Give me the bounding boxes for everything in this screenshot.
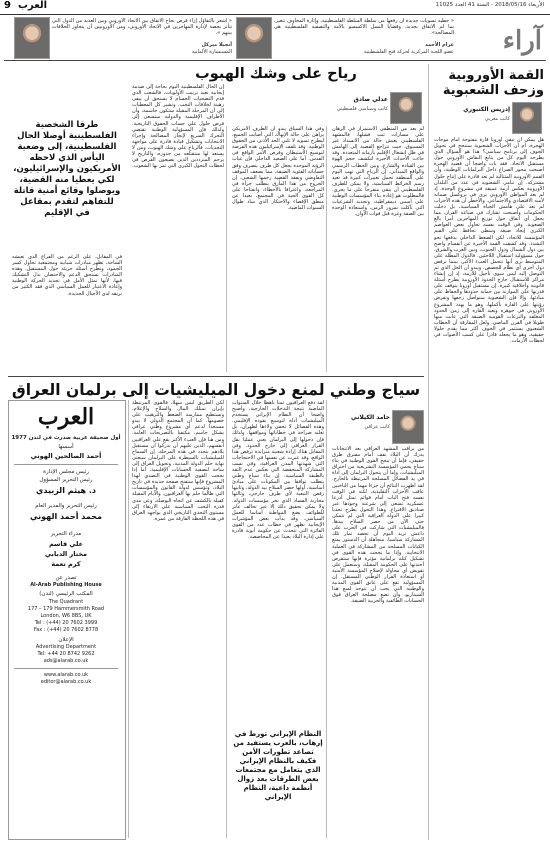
masthead-board-sub: رئيس التحرير المسؤول <box>39 477 93 483</box>
masthead-logo: العرب <box>37 404 95 430</box>
column-divider-4 <box>226 400 227 838</box>
far-right-author: إدريس الكنبوري <box>463 106 510 113</box>
masthead-board-label: رئيس مجلس الإدارة <box>43 469 89 475</box>
top-article-headline: رياح على وشك الهبوب <box>195 66 357 82</box>
masthead-gm-name: محمد أحمد الهوني <box>30 512 102 521</box>
masthead-editor-email[interactable]: editor@alarab.co.uk <box>40 679 92 685</box>
bottom-article-role: كاتب عراقي <box>364 424 390 430</box>
column-divider-5 <box>326 400 327 838</box>
masthead-founder: أحمد الصالحين الهوني <box>30 452 102 460</box>
column-divider-3 <box>326 126 327 372</box>
page-number: 9 <box>4 0 11 11</box>
teaser-right-role: عضو اللجنة المركزية لحركة فتح الفلسطينية <box>363 49 454 55</box>
bottom-article-col-1: من يراقب المشهد العراقي بعد الانتخابات يدرك أن البلاد تقف أمام مفترق طرق حقيقي، فإما أن تنجح القوى الوطنية في بناء سياج يحمي المؤسسة التشريعية من اختراق الميليشيات، وإما أن يتحول البرلمان إلى أداة في يد الفصائل المسلحة المرتبطة بالخارج. لقد أظهرت النتائج أن جزءا مهما من الناخبين عاقب الأحزاب التقليدية، لكنه في الوقت نفسه فتح الباب أمام قوائم تمثل أذرعا عسكرية تسعى إلى شرعنة وجودها عبر صناديق الاقتراع. وهذا التحول يطرح تحديا كبيرا على الدولة العراقية التي لم تتمكن حتى الآن من حصر السلاح بيدها. فالميليشيات التي شاركت في الحرب على داعش تريد اليوم أن تحصد ثمار تلك المشاركة سياسيا، متجاهلة أن الدستور يمنع الكيانات المسلحة من المشاركة في العملية الانتخابية. وإذا ما نجحت هذه القوى في تشكيل كتلة برلمانية مؤثرة فإنها ستفرض أجندتها على الحكومة المقبلة، وستعمل على تقويض أي محاولة لإصلاح المؤسسة الأمنية أو استعادة القرار الوطني المستقل. إن المسؤولية تقع على عاتق القوى المدنية والوطنية التي يجب أن تتوحد لمنع هذا السيناريو، وأن تضع مصلحة العراق فوق الحسابات الطائفية والحزبية الضيقة. <box>332 446 424 605</box>
bottom-article-col-2: لقد دفع العراقيون ثمنا باهظا خلال السنوات الماضية نتيجة التدخلات الخارجية، وأصبح واضحا أن النظام الإيراني يستخدم الميليشيات أداة لتوسيع نفوذه الإقليمي. وهذه الفصائل لا تخفي ولاءها لطهران، بل تعلنه صراحة في خطاباتها ومواقفها. ولذلك فإن دخولها إلى البرلمان يعني عمليا نقل القرار العراقي إلى خارج الحدود. وفي المقابل هناك إرادة شعبية متزايدة ترفض هذا الواقع، وقد عبرت عن نفسها في الاحتجاجات التي شهدتها المدن العراقية، وفي نسب المشاركة المنخفضة التي تعكس عدم الثقة بالطبقة السياسية. إن بناء سياج وطني يتطلب توافقا بين المكونات على مبادئ أساسية، أولها حصر السلاح بيد الدولة، وثانيها رفض التبعية لأي طرف خارجي، وثالثها محاربة الفساد الذي نخر مؤسسات الدولة. ولا يمكن تحقيق ذلك إلا عبر تحالف عابر للطوائف يضع المواطنة أساسا للعمل السياسي. وقد بدأت بعض المؤشرات الإيجابية تظهر في خطاب عدد من القوى الفائزة التي تتحدث عن حكومة أبوية قادرة على إدارة البلاد بعيدا عن المحاصصة. <box>232 400 324 541</box>
bottom-article-author: حامد الكيلاني <box>351 414 390 421</box>
teaser-right-name: عزام الأحمد <box>425 42 454 48</box>
masthead-founded: أول صحيفة عربية صدرت في لندن 1977 <box>11 435 121 441</box>
masthead-editor-3: كرم نعمة <box>51 560 81 568</box>
bottom-article-col-3: لكن الطريق ليس سهلا، فالقوى المرتبطة بإيران تمتلك المال والسلاح والإعلام، وتستطيع ممارسة الضغط والترهيب على خصومها. كما أن المجتمع الدولي لا يبدو مستعدا لدعم أي مشروع وطني عراقي بشكل حاسم، مكتفيا بالتصريحات العامة. ومن هنا فإن العبء الأكبر يقع على العراقيين أنفسهم، الذين عليهم أن يدركوا أن مستقبل بلادهم يتحدد في هذه المرحلة. إن السماح للميليشيات بالسيطرة على البرلمان سيعني نهاية حلم الدولة المدنية، وتحويل العراق إلى ساحة لتصفية الحسابات الإقليمية. أما إذا نجحت القوى الوطنية في التصدي لهذا المشروع فإنها ستفتح صفحة جديدة في تاريخ البلاد، وتؤسس لدولة القانون والمؤسسات التي طالما حلم بها العراقيون. والأيام المقبلة كفيلة بالكشف عن اتجاه البوصلة، وعن مدى قدرة النخب السياسية على الارتقاء إلى مستوى التحدي التاريخي الذي يواجهه العراق في هذه اللحظة الفارقة من عمره. <box>132 400 224 522</box>
masthead-publisher: Al-Arab Publishing House <box>30 582 102 588</box>
masthead-editor-2: مختار الدبابي <box>44 550 88 558</box>
masthead-ads-tel: Tel: +44 20 8742 9262 <box>37 651 95 657</box>
teaser-left-role: المستشارة الألمانية <box>191 49 232 55</box>
column-divider-6 <box>128 400 129 838</box>
teaser-left-name: أنجيلا ميركل <box>201 42 232 48</box>
top-article-role: كاتب وسياسي فلسطيني <box>336 106 388 112</box>
top-article-author-photo <box>390 92 422 124</box>
masthead-ads-dept: Advertising Department <box>35 644 97 650</box>
masthead-address-2: London, W6 8BS, UK <box>40 613 92 619</box>
masthead-web[interactable]: www.alarab.co.uk <box>43 672 89 678</box>
masthead-gm-label: رئيس التحرير والمدير العام <box>35 503 97 509</box>
masthead-office-label: المكتب الرئيسي (لندن) <box>39 591 93 597</box>
teaser-divider <box>4 60 546 61</box>
top-article-col-4: في المقابل، على الرغم من الفراغ الذي تعيشه الساحة، تظهر مبادرات شبابية ومجتمعية تحاول كسر الجمود، وتطرح أسئلة جريئة حول المستقبل. وهذه المبادرات تستحق الدعم والاحتضان بدل التشكيك فيها، لأنها تمثل الأمل في تجديد الحركة الوطنية وإعادة الاعتبار للعمل السياسي الذي فقد الكثير من بريقه لدى الأجيال الجديدة. <box>12 254 122 297</box>
masthead-office: The Quadrant <box>48 599 84 605</box>
column-divider-2 <box>226 126 227 372</box>
masthead-publisher-label: تصدر عن <box>55 575 77 581</box>
teaser-photo-left <box>14 17 50 59</box>
top-article-col-3: إن الحال الفلسطينية اليوم بحاجة إلى صدمة إيجابية تعيد ترتيب الأولويات، فالشعب الذي قدم التضحيات الجسام لا يستحق أن يبقى رهينة لخلافات النخب. وتشير كل المعطيات إلى أن المرحلة المقبلة ستكون حاسمة، وأن الأطراف الإقليمية والدولية ستسعى إلى فرض حلول على حساب الحقوق التاريخية. ولذلك فإن المسؤولية الوطنية تقتضي التحرك السريع لإنجاز المصالحة وإجراء الانتخابات وتشكيل قيادة قادرة على مواجهة التحديات. فالرياح على وشك الهبوب، ومن لا يستعد لها ستقتلعه من جذوره، والتاريخ لا يرحم المترددين الذين يضيعون الفرص في لحظات التحول الكبرى التي تمر بها الشعوب. <box>132 84 224 170</box>
top-article-col-2: وفي هذا السياق يبدو أن الطرف الأمريكي يراهن على حالة الإنهاك التي أصابت الجميع، ليطرح تسوية لا تلبي الحد الأدنى من الحقوق الوطنية. وقد تلقف الإسرائيليون هذه الفرصة لتوسيع الاستيطان وفرض الأمر الواقع في القدس. أما على الصعيد الداخلي فإن غياب الرؤية الموحدة يجعل كل طرف يتصرف وفق حساباته الفئوية الضيقة، مما يضعف الموقف التفاوضي ويفقد القضية زخمها الشعبي. إن الخروج من هذا المأزق يتطلب جرأة في المراجعة، واعترافا بالأخطاء، وانفتاحا على كل القوى الحية في المجتمع، بعيدا عن منطق الإقصاء والاحتكار الذي ساد طوال السنوات الماضية. <box>232 126 324 212</box>
far-right-author-photo <box>512 102 542 134</box>
far-right-headline: القمة الأوروبية وزحف الشعبوية <box>442 68 544 98</box>
header-brand: العرب <box>18 0 48 11</box>
masthead-ads-label: الإعلان <box>58 637 74 643</box>
column-divider-1 <box>428 64 429 840</box>
masthead-editors-label: مدراء التحرير <box>50 531 82 537</box>
bottom-article-author-photo <box>392 410 424 444</box>
masthead-divider-1 <box>14 464 118 465</box>
bottom-article-pullquote: النظام الإيراني تورط في إرهاب، بالعرب يستفيد من تصاعد تطورات الأمن فكيف بالنظام الإيراني الذي يتعامل مع مجتمعات بعض الطرقات بعد زوال أنظمة داعية، النظام الإيراني <box>232 730 324 830</box>
teaser-photo-right <box>236 17 272 59</box>
top-bottom-divider <box>8 376 424 377</box>
top-article-pullquote: طرقا الشخصية الفلسطينية أوصلا الحال الفلسطينية، إلى وضعية اليأس الذي لاحظه الأمريكيون والإسرائيليون، لكي يعطيا منه القضية، ويوصلوا وقائع أمنية قاتلة للتفاهم لتقدم بمقاعل في الإقليم <box>13 120 121 218</box>
masthead-editor-1: علي قاسم <box>48 540 84 548</box>
teaser-right-text: « خطبة تسويات جديدة أن رفعها من سلطة السلطة الفلسطينية، وإثارة المخاوف تتغير، بما لم الاتفاق بجديد، وقضايا النسل الاكسسو بالأمة والتصفية الفلسطينية هي المصالحة». <box>274 18 454 37</box>
masthead-divider-2 <box>14 668 118 669</box>
far-right-body: هل يمكن أن تبقى أوروبا قارة مفتوحة أمام موجات الهجرة، أم أن الأحزاب الشعبوية ستنجح في تحويل الخوف إلى برنامج سياسي؟ هذا هو السؤال الذي يطرحه اليوم كل من يتابع النقاش الأوروبي حول مستقبل الاتحاد. فقد بات واضحا أن قضية الهجرة أصبحت محور الصراع داخل البرلمانات الوطنية، وأن القمم الأوروبية المتتالية لم تعد قادرة على إنتاج حلول مشتركة. إن تنامي الشعبوية في عدد من البلدان الأوروبية يعكس أزمة عميقة في مشروع الوحدة، إذ لم يعد المواطن الأوروبي يرى في بروكسل ضمانة لأمنه الاقتصادي والاجتماعي. والأخطر أن هذه الأحزاب لم تعد على هامش الحياة السياسية، بل دخلت الحكومات وأصبحت تشارك في صناعة القرار، مما يجعل أي اتفاق حول توزيع المهاجرين أمرا بالغ الصعوبة. وفي الوقت نفسه تحاول بعض العواصم الكبرى إيجاد صيغة وسطى تحافظ على القيم المؤسسة للاتحاد، لكن الضغط الداخلي يدفعها نحو التشدد. وقد كشفت القمة الأخيرة عن انقسام واضح بين دول الشمال ودول الجنوب، وبين الغرب والشرق، حول مسؤولية استقبال اللاجئين. فالدول المطلة على المتوسط ترى أنها تتحمل العبء الأكبر، بينما ترفض دول أخرى أي نظام للحصص. ويبدو أن الحل الذي تم التوصل إليه ليس سوى تأجيل للأزمة، إذ إن إنشاء مراكز للاستقبال خارج الحدود الأوروبية يطرح أسئلة قانونية وأخلاقية كبيرة. إن مستقبل أوروبا يتوقف على قدرتها على الموازنة بين حماية حدودها والحفاظ على مبادئها، وإلا فإن الشعبوية ستواصل زحفها وتفرض رؤيتها على القارة بأكملها، وهو ما يهدد المشروع الأوروبي في جوهره ويعيد القارة إلى زمن الحدود المغلقة والنزعات القومية الضيقة التي عانت منها طويلا في القرن الماضي. ولعل المفارقة أن الخطاب الشعبوي يستثمر في الخوف أكثر مما يقدم حلولا حقيقية، وهو ما يجعله قادرا على كسب الأصوات في لحظات الأزمات. <box>434 137 544 345</box>
masthead-fax: Fax : (+44) 20 7602 8778 <box>33 627 99 633</box>
bottom-article-headline: سياج وطني لمنع دخول الميليشيات إلى برلمان العراق <box>11 381 421 399</box>
far-right-role: كاتب مغربي <box>484 116 510 122</box>
header-date: الأربعاء 2018/05/16 - السنة 41 العدد 11025 <box>435 2 544 8</box>
masthead-tel: Tel : (+44) 20 7602 3999 <box>34 620 98 626</box>
masthead-address-1: 177 – 179 Hammersmith Road <box>27 606 105 612</box>
top-article-author: عدلي صادق <box>353 96 388 103</box>
top-article-col-1: لم يعد من المنطقي الاستمرار في الرهان على مسارات ثبت فشلها، فالمشهد الفلسطيني يعيش حالة من الانسداد غير المسبوق، حيث تتراجع القضية إلى الهامش في ظل انشغال الإقليم بأزماته المتعددة. وقد جاءت الأحداث الأخيرة لتكشف حجم الهوة بين القيادة والشارع، وبين الخطاب الرسمي والواقع الميداني. إن الرياح التي تهب اليوم على المنطقة تحمل تغييرات كبيرة قد تعيد رسم الخرائط السياسية، ولا يمكن للطرف الفلسطيني أن يبقى متفرجا على ما يجري. فالمطلوب هو إعادة بناء المؤسسات الوطنية على أسس ديمقراطية، وتجديد الشرعيات التي تآكلت بمرور الزمن، واستعادة الوحدة بين الضفة وغزة قبل فوات الأوان. <box>332 126 424 218</box>
teaser-left-text: « أشعر بالتفاؤل إزاء فرص نجاح الاتفاق بين الاتحاد الأوروبي وبين العديد من الدول التي تتأثر بحصة لإدارة المهاجرين في الاتحاد الأوروبي، ومن الأوروبيين أن يتجاوز الخلافات بينهم ». <box>52 18 232 37</box>
masthead-ads-email[interactable]: ads@alarab.co.uk <box>43 658 89 664</box>
masthead-board-name: د. هيثم الزبيدي <box>35 486 96 495</box>
section-title: آراء <box>502 26 542 56</box>
masthead-founder-label: أسسها <box>58 444 74 450</box>
